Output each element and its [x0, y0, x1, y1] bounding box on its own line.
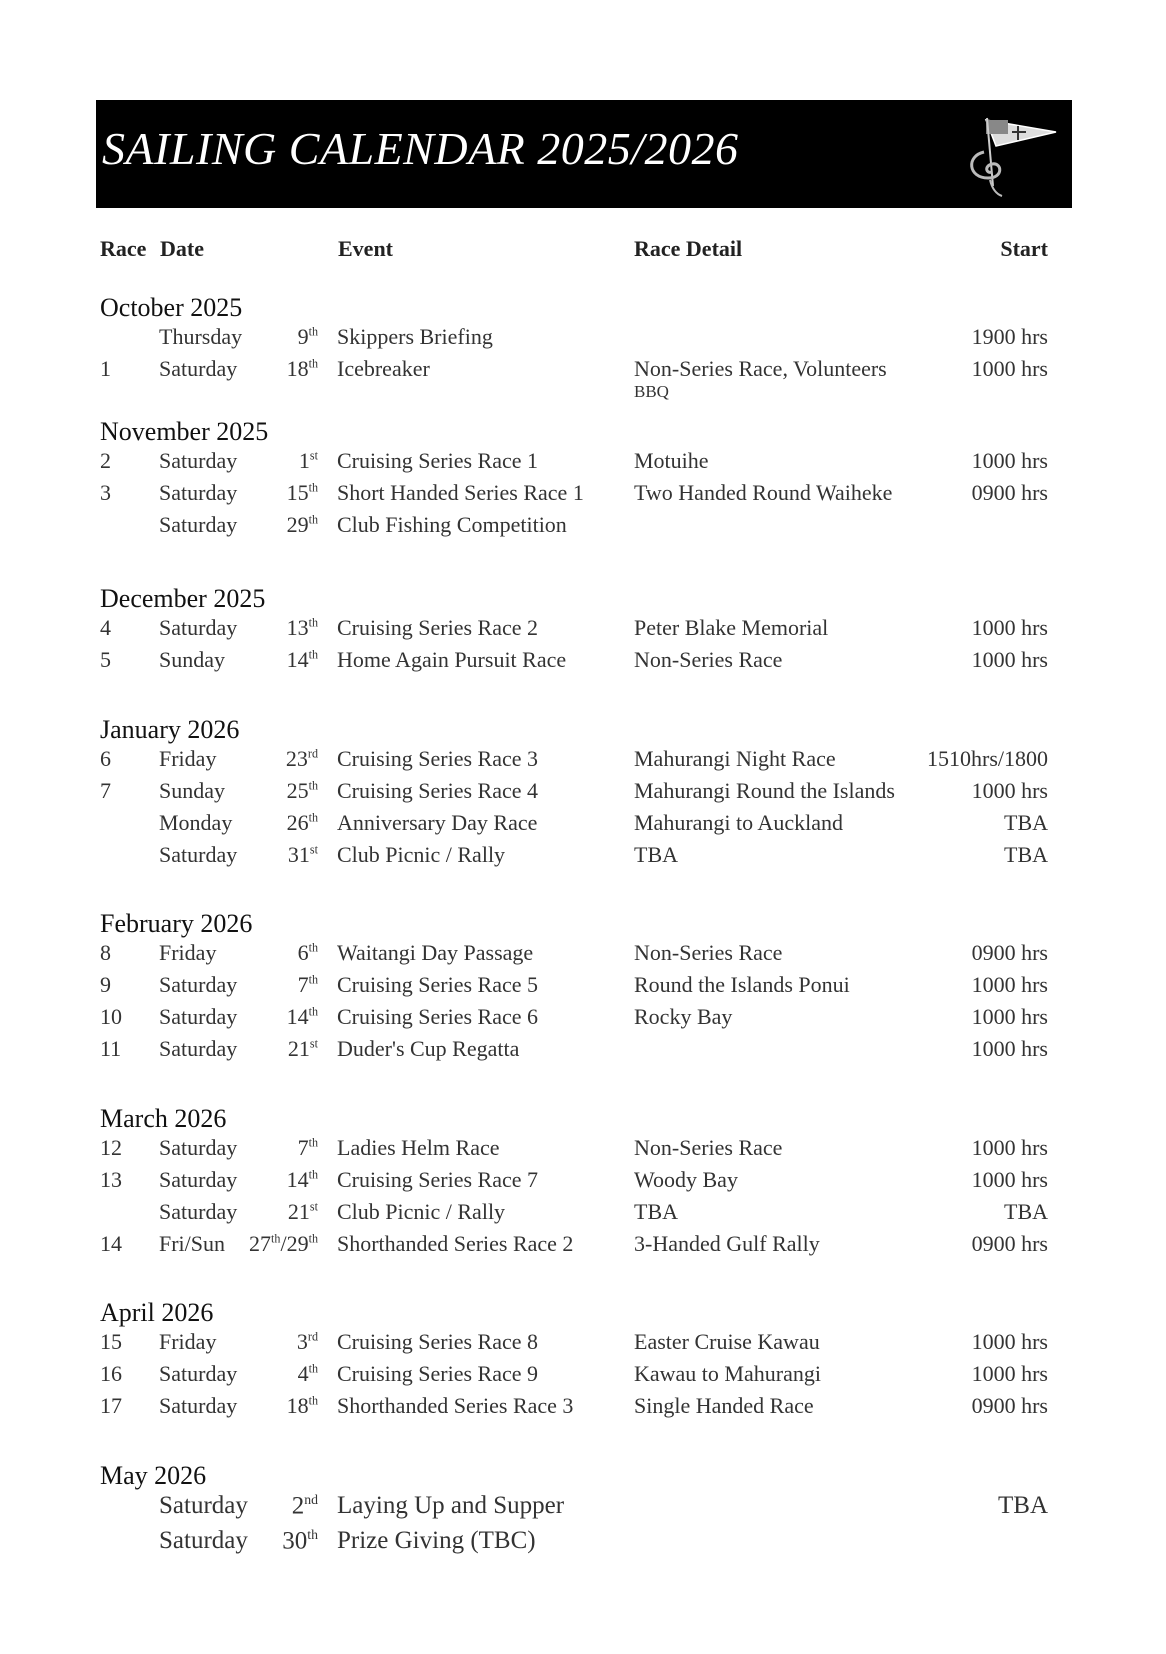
calendar-row: [0, 1361, 1166, 1391]
day-of-week: Friday: [159, 940, 217, 965]
month-heading: December 2025: [100, 584, 266, 613]
title-banner: [96, 100, 1072, 208]
race-number: 11: [100, 1036, 122, 1061]
calendar-row: [0, 448, 1166, 478]
start-time: 1900 hrs: [971, 324, 1048, 349]
race-detail: Peter Blake Memorial: [634, 615, 829, 640]
event-name: Anniversary Day Race: [337, 810, 538, 835]
event-date: 9th: [297, 324, 318, 349]
month-heading: October 2025: [100, 293, 243, 322]
race-detail: Mahurangi to Auckland: [634, 810, 843, 835]
race-detail: Motuihe: [634, 448, 709, 473]
start-time: 0900 hrs: [971, 480, 1048, 505]
start-time: TBA: [1004, 810, 1048, 835]
race-number: 9: [100, 972, 111, 997]
calendar-row: [0, 1329, 1166, 1359]
event-name: Waitangi Day Passage: [337, 940, 534, 965]
start-time: TBA: [1004, 842, 1048, 867]
start-time: 0900 hrs: [971, 1231, 1048, 1256]
event-name: Skippers Briefing: [337, 324, 493, 349]
race-number: 15: [100, 1329, 122, 1354]
race-detail: Mahurangi Round the Islands: [634, 778, 895, 803]
event-date: 21st: [287, 1036, 318, 1061]
start-time: 0900 hrs: [971, 940, 1048, 965]
day-of-week: Sunday: [159, 778, 225, 803]
event-date: 2nd: [291, 1492, 318, 1520]
race-detail-continued: BBQ: [634, 382, 669, 401]
start-time: 1000 hrs: [971, 1004, 1048, 1029]
event-date: 30th: [282, 1527, 318, 1555]
race-detail: Non-Series Race, Volunteers: [634, 356, 887, 381]
event-date: 25th: [286, 778, 318, 803]
race-detail: Non-Series Race: [634, 1135, 783, 1160]
race-number: 4: [100, 615, 111, 640]
month-heading: January 2026: [100, 715, 240, 744]
event-name: Cruising Series Race 5: [337, 972, 539, 997]
race-number: 3: [100, 480, 111, 505]
start-time: 1000 hrs: [971, 615, 1048, 640]
race-detail: Woody Bay: [634, 1167, 738, 1192]
day-of-week: Saturday: [159, 448, 238, 473]
header-date: Date: [160, 236, 204, 261]
day-of-week: Saturday: [159, 356, 238, 381]
start-time: 1000 hrs: [971, 647, 1048, 672]
month-heading: March 2026: [100, 1104, 227, 1133]
event-date: 14th: [286, 647, 318, 672]
header-start: Start: [1000, 236, 1048, 261]
event-name: Laying Up and Supper: [337, 1492, 565, 1519]
day-of-week: Saturday: [159, 1167, 238, 1192]
event-date: 6th: [297, 940, 318, 965]
race-detail: 3-Handed Gulf Rally: [634, 1231, 820, 1256]
calendar-row: [0, 356, 1166, 401]
start-time: TBA: [998, 1492, 1048, 1519]
day-of-week: Sunday: [159, 647, 225, 672]
race-detail: Mahurangi Night Race: [634, 746, 836, 771]
header-event: Event: [338, 236, 393, 261]
event-date: 3rd: [296, 1329, 318, 1354]
race-number: 13: [100, 1167, 122, 1192]
month-heading: May 2026: [100, 1461, 207, 1490]
event-name: Cruising Series Race 9: [337, 1361, 539, 1386]
start-time: 0900 hrs: [971, 1393, 1048, 1418]
event-date: 27th/29th: [249, 1231, 318, 1256]
calendar-row: [0, 810, 1166, 840]
race-detail: Non-Series Race: [634, 647, 783, 672]
event-name: Cruising Series Race 2: [337, 615, 539, 640]
event-date: 21st: [287, 1199, 318, 1224]
header-race: Race: [100, 236, 147, 261]
start-time: 1000 hrs: [971, 448, 1048, 473]
event-date: 13th: [286, 615, 318, 640]
start-time: 1000 hrs: [971, 972, 1048, 997]
event-name: Cruising Series Race 8: [337, 1329, 539, 1354]
calendar-row: [0, 1393, 1166, 1423]
event-name: Duder's Cup Regatta: [337, 1036, 520, 1061]
race-number: 12: [100, 1135, 122, 1160]
calendar-row: [0, 1231, 1166, 1261]
page-title: SAILING CALENDAR 2025/2026: [102, 123, 739, 174]
start-time: 1510hrs/1800: [927, 746, 1048, 771]
calendar-row: [0, 972, 1166, 1002]
calendar-row: [0, 1036, 1166, 1066]
race-detail: Two Handed Round Waiheke: [634, 480, 893, 505]
day-of-week: Saturday: [159, 1199, 238, 1224]
club-burgee-logo-icon: [956, 106, 1066, 202]
day-of-week: Friday: [159, 746, 217, 771]
event-name: Icebreaker: [337, 356, 430, 381]
calendar-row: [0, 480, 1166, 510]
calendar-row: [0, 940, 1166, 970]
event-name: Shorthanded Series Race 2: [337, 1231, 574, 1256]
event-name: Home Again Pursuit Race: [337, 647, 567, 672]
day-of-week: Friday: [159, 1329, 217, 1354]
race-detail: Non-Series Race: [634, 940, 783, 965]
day-of-week: Monday: [159, 810, 233, 835]
race-number: 1: [100, 356, 111, 381]
start-time: 1000 hrs: [971, 1361, 1048, 1386]
start-time: 1000 hrs: [971, 1329, 1048, 1354]
event-name: Cruising Series Race 3: [337, 746, 539, 771]
event-name: Club Picnic / Rally: [337, 1199, 506, 1224]
event-date: 18th: [286, 356, 318, 381]
event-name: Club Picnic / Rally: [337, 842, 506, 867]
event-date: 1st: [298, 448, 318, 473]
calendar-row: [0, 324, 1166, 354]
day-of-week: Saturday: [159, 1527, 248, 1554]
event-date: 18th: [286, 1393, 318, 1418]
race-number: 14: [100, 1231, 122, 1256]
calendar-row: [0, 615, 1166, 645]
calendar-row: [0, 1527, 1166, 1557]
day-of-week: Saturday: [159, 1004, 238, 1029]
calendar-row: [0, 1167, 1166, 1197]
start-time: 1000 hrs: [971, 1036, 1048, 1061]
day-of-week: Saturday: [159, 1135, 238, 1160]
race-detail: Single Handed Race: [634, 1393, 814, 1418]
day-of-week: Fri/Sun: [159, 1231, 226, 1256]
calendar-row: [0, 842, 1166, 872]
race-number: 7: [100, 778, 111, 803]
race-detail: Kawau to Mahurangi: [634, 1361, 821, 1386]
event-date: 15th: [286, 480, 318, 505]
event-name: Cruising Series Race 1: [337, 448, 539, 473]
calendar-row: [0, 512, 1166, 542]
event-date: 14th: [286, 1004, 318, 1029]
event-date: 14th: [286, 1167, 318, 1192]
day-of-week: Saturday: [159, 972, 238, 997]
event-date: 29th: [286, 512, 318, 537]
race-detail: TBA: [634, 1199, 678, 1224]
day-of-week: Saturday: [159, 1361, 238, 1386]
start-time: TBA: [1004, 1199, 1048, 1224]
calendar-row: [0, 746, 1166, 776]
race-number: 10: [100, 1004, 122, 1029]
race-detail: Rocky Bay: [634, 1004, 733, 1029]
start-time: 1000 hrs: [971, 778, 1048, 803]
calendar-row: [0, 647, 1166, 677]
event-date: 7th: [297, 972, 318, 997]
race-number: 6: [100, 746, 111, 771]
event-name: Short Handed Series Race 1: [337, 480, 584, 505]
calendar-row: [0, 1135, 1166, 1165]
event-name: Cruising Series Race 7: [337, 1167, 539, 1192]
day-of-week: Saturday: [159, 480, 238, 505]
event-date: 23rd: [285, 746, 318, 771]
start-time: 1000 hrs: [971, 1167, 1048, 1192]
month-heading: November 2025: [100, 417, 269, 446]
day-of-week: Thursday: [159, 324, 243, 349]
race-number: 5: [100, 647, 111, 672]
day-of-week: Saturday: [159, 615, 238, 640]
day-of-week: Saturday: [159, 1393, 238, 1418]
event-name: Cruising Series Race 4: [337, 778, 539, 803]
race-number: 2: [100, 448, 111, 473]
event-date: 26th: [286, 810, 318, 835]
month-heading: February 2026: [100, 909, 253, 938]
event-name: Shorthanded Series Race 3: [337, 1393, 574, 1418]
month-heading: April 2026: [100, 1298, 214, 1327]
calendar-row: [0, 1492, 1166, 1522]
header-race-detail: Race Detail: [634, 236, 743, 261]
event-name: Club Fishing Competition: [337, 512, 567, 537]
event-date: 4th: [297, 1361, 318, 1386]
race-detail: Round the Islands Ponui: [634, 972, 850, 997]
start-time: 1000 hrs: [971, 1135, 1048, 1160]
day-of-week: Saturday: [159, 842, 238, 867]
calendar-row: [0, 1199, 1166, 1229]
race-number: 17: [100, 1393, 122, 1418]
event-date: 31st: [287, 842, 318, 867]
calendar-row: [0, 778, 1166, 808]
event-date: 7th: [297, 1135, 318, 1160]
race-number: 16: [100, 1361, 122, 1386]
calendar-row: [0, 1004, 1166, 1034]
day-of-week: Saturday: [159, 1036, 238, 1061]
event-name: Ladies Helm Race: [337, 1135, 500, 1160]
race-number: 8: [100, 940, 111, 965]
event-name: Cruising Series Race 6: [337, 1004, 539, 1029]
race-detail: TBA: [634, 842, 678, 867]
race-detail: Easter Cruise Kawau: [634, 1329, 820, 1354]
day-of-week: Saturday: [159, 512, 238, 537]
start-time: 1000 hrs: [971, 356, 1048, 381]
day-of-week: Saturday: [159, 1492, 248, 1519]
event-name: Prize Giving (TBC): [337, 1527, 536, 1554]
